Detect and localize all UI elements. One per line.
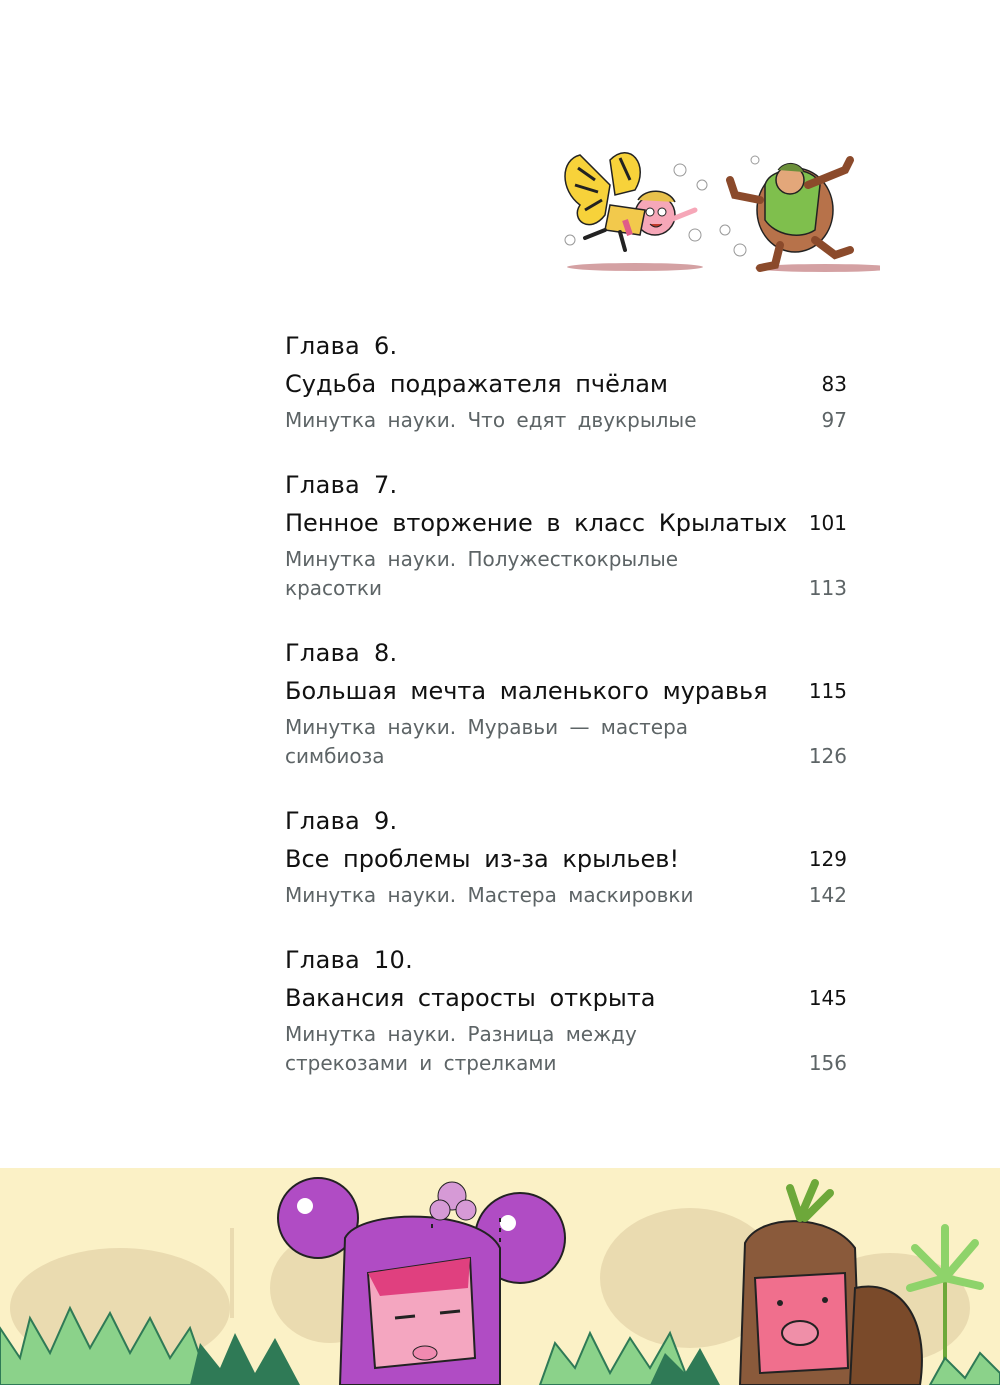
- chapter-label: Глава 7.: [285, 471, 398, 499]
- science-minute-title: Минутка науки. Муравьи — мастера симбиоза: [285, 715, 689, 768]
- chapter-title-row[interactable]: [285, 978, 847, 1018]
- science-minute-row[interactable]: [285, 545, 847, 603]
- chapter-title-row[interactable]: [285, 503, 847, 543]
- page-number: 115: [808, 679, 847, 703]
- page-number: 97: [821, 408, 847, 432]
- page-number: 101: [808, 511, 847, 535]
- science-minute-title: Минутка науки. Полужесткокрылые красотки: [285, 547, 679, 600]
- beetle-character-icon: [720, 156, 850, 268]
- top-illustration: [550, 140, 880, 280]
- page-number: 83: [821, 372, 847, 396]
- butterfly-character-icon: [565, 153, 707, 250]
- chapter-label: Глава 8.: [285, 639, 398, 667]
- page-number: 145: [808, 986, 847, 1010]
- toc-entry-chapter-10: [285, 942, 847, 1078]
- table-of-contents: [285, 328, 847, 1110]
- science-minute-title: Минутка науки. Разница между стрекозами и стрелками: [285, 1022, 637, 1075]
- science-minute-row[interactable]: [285, 406, 847, 435]
- science-minute-row[interactable]: [285, 713, 847, 771]
- chapter-title-row[interactable]: [285, 839, 847, 879]
- page-number: 142: [808, 883, 847, 907]
- toc-entry-chapter-9: [285, 803, 847, 910]
- science-minute-row[interactable]: [285, 1020, 847, 1078]
- toc-entry-chapter-8: [285, 635, 847, 771]
- chapter-label: Глава 10.: [285, 946, 414, 974]
- chapter-label: Глава 9.: [285, 807, 398, 835]
- chapter-title: Большая мечта маленького муравья: [285, 677, 768, 705]
- science-minute-title: Минутка науки. Что едят двукрылые: [285, 408, 697, 432]
- page-number: 156: [808, 1051, 847, 1075]
- chapter-title: Все проблемы из-за крыльев!: [285, 845, 680, 873]
- bottom-banner-illustration: [0, 1168, 1000, 1385]
- toc-entry-chapter-6: [285, 328, 847, 435]
- science-minute-row[interactable]: [285, 881, 847, 910]
- chapter-title: Пенное вторжение в класс Крылатых: [285, 509, 788, 537]
- chapter-title-row[interactable]: [285, 671, 847, 711]
- chapter-title: Вакансия старосты открыта: [285, 984, 656, 1012]
- chapter-label: Глава 6.: [285, 332, 398, 360]
- page-number: 126: [808, 744, 847, 768]
- chapter-title-row[interactable]: [285, 364, 847, 404]
- science-minute-title: Минутка науки. Мастера маскировки: [285, 883, 694, 907]
- page-number: 113: [808, 576, 847, 600]
- chapter-title: Судьба подражателя пчёлам: [285, 370, 669, 398]
- toc-entry-chapter-7: [285, 467, 847, 603]
- page-number: 129: [808, 847, 847, 871]
